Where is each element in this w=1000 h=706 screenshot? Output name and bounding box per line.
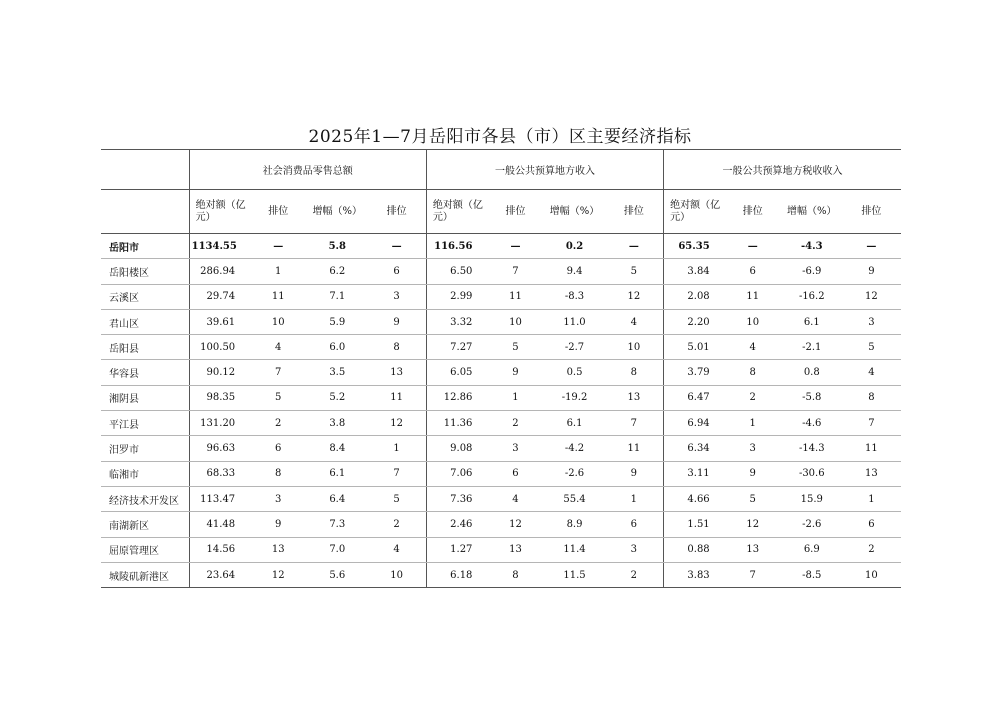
sub-header-growth: 增幅（%） xyxy=(782,190,842,234)
rank-cell: 9 xyxy=(486,360,544,385)
rank-cell: 5 xyxy=(367,486,426,511)
absolute-value-cell: 113.47 xyxy=(189,486,249,511)
rank-cell: 13 xyxy=(842,461,901,486)
region-name: 屈原管理区 xyxy=(101,537,189,562)
table-row xyxy=(101,436,901,461)
rank-cell: — xyxy=(724,234,782,259)
rank-cell: 4 xyxy=(842,360,901,385)
absolute-value-cell: 39.61 xyxy=(189,309,249,334)
rank-cell: 8 xyxy=(605,360,664,385)
growth-cell: 8.4 xyxy=(307,436,367,461)
absolute-value-cell: 3.84 xyxy=(664,259,724,284)
rank-cell: 4 xyxy=(605,309,664,334)
region-name: 经济技术开发区 xyxy=(101,486,189,511)
growth-cell: -14.3 xyxy=(782,436,842,461)
rank-cell: 2 xyxy=(724,385,782,410)
growth-cell: 7.0 xyxy=(307,537,367,562)
absolute-value-cell: 68.33 xyxy=(189,461,249,486)
rank-cell: 6 xyxy=(605,512,664,537)
growth-cell: 5.6 xyxy=(307,562,367,587)
rank-cell: 13 xyxy=(249,537,307,562)
sub-header-rank: 排位 xyxy=(605,190,664,234)
absolute-value-cell: 23.64 xyxy=(189,562,249,587)
growth-cell: -19.2 xyxy=(544,385,604,410)
growth-cell: 5.9 xyxy=(307,309,367,334)
rank-cell: 3 xyxy=(605,537,664,562)
growth-cell: 7.1 xyxy=(307,284,367,309)
absolute-value-cell: 2.46 xyxy=(426,512,486,537)
rank-cell: — xyxy=(605,234,664,259)
rank-cell: 2 xyxy=(367,512,426,537)
growth-cell: -4.3 xyxy=(782,234,842,259)
absolute-value-cell: 5.01 xyxy=(664,335,724,360)
rank-cell: 1 xyxy=(249,259,307,284)
growth-cell: -2.6 xyxy=(544,461,604,486)
absolute-value-cell: 286.94 xyxy=(189,259,249,284)
rank-cell: 3 xyxy=(486,436,544,461)
rank-cell: 6 xyxy=(367,259,426,284)
growth-cell: 3.8 xyxy=(307,411,367,436)
absolute-value-cell: 1134.55 xyxy=(189,234,249,259)
rank-cell: 2 xyxy=(486,411,544,436)
rank-cell: 6 xyxy=(486,461,544,486)
growth-cell: 6.9 xyxy=(782,537,842,562)
absolute-value-cell: 6.18 xyxy=(426,562,486,587)
rank-cell: 8 xyxy=(724,360,782,385)
absolute-value-cell: 6.34 xyxy=(664,436,724,461)
rank-cell: 7 xyxy=(367,461,426,486)
sub-header-absolute: 绝对额（亿元） xyxy=(189,190,249,234)
rank-cell: 8 xyxy=(842,385,901,410)
absolute-value-cell: 7.27 xyxy=(426,335,486,360)
table-row xyxy=(101,259,901,284)
absolute-value-cell: 131.20 xyxy=(189,411,249,436)
absolute-value-cell: 98.35 xyxy=(189,385,249,410)
rank-cell: 10 xyxy=(367,562,426,587)
absolute-value-cell: 11.36 xyxy=(426,411,486,436)
rank-cell: 7 xyxy=(486,259,544,284)
region-name: 湘阴县 xyxy=(101,385,189,410)
rank-cell: 12 xyxy=(367,411,426,436)
rank-cell: 13 xyxy=(486,537,544,562)
rank-cell: 13 xyxy=(605,385,664,410)
absolute-value-cell: 6.50 xyxy=(426,259,486,284)
absolute-value-cell: 6.05 xyxy=(426,360,486,385)
rank-cell: — xyxy=(249,234,307,259)
growth-cell: -8.5 xyxy=(782,562,842,587)
rank-cell: 5 xyxy=(605,259,664,284)
region-name: 南湖新区 xyxy=(101,512,189,537)
rank-cell: 1 xyxy=(605,486,664,511)
growth-cell: 0.2 xyxy=(544,234,604,259)
absolute-value-cell: 3.79 xyxy=(664,360,724,385)
sub-header-rank: 排位 xyxy=(486,190,544,234)
growth-cell: 6.4 xyxy=(307,486,367,511)
growth-cell: -4.2 xyxy=(544,436,604,461)
growth-cell: 6.2 xyxy=(307,259,367,284)
rank-cell: 5 xyxy=(486,335,544,360)
absolute-value-cell: 2.08 xyxy=(664,284,724,309)
absolute-value-cell: 90.12 xyxy=(189,360,249,385)
rank-cell: 3 xyxy=(724,436,782,461)
sub-header-absolute: 绝对额（亿元） xyxy=(426,190,486,234)
group-header-retail: 社会消费品零售总额 xyxy=(189,150,426,190)
region-name: 岳阳市 xyxy=(101,234,189,259)
rank-cell: 12 xyxy=(605,284,664,309)
region-name: 云溪区 xyxy=(101,284,189,309)
growth-cell: 6.1 xyxy=(782,309,842,334)
absolute-value-cell: 12.86 xyxy=(426,385,486,410)
table-row xyxy=(101,562,901,587)
rank-cell: — xyxy=(367,234,426,259)
rank-cell: 4 xyxy=(367,537,426,562)
region-name: 城陵矶新港区 xyxy=(101,562,189,587)
growth-cell: 11.5 xyxy=(544,562,604,587)
table-row xyxy=(101,537,901,562)
rank-cell: 9 xyxy=(605,461,664,486)
absolute-value-cell: 14.56 xyxy=(189,537,249,562)
rank-cell: 9 xyxy=(842,259,901,284)
rank-cell: 7 xyxy=(724,562,782,587)
absolute-value-cell: 3.32 xyxy=(426,309,486,334)
growth-cell: -4.6 xyxy=(782,411,842,436)
growth-cell: 0.5 xyxy=(544,360,604,385)
rank-cell: 4 xyxy=(249,335,307,360)
sub-header-absolute: 绝对额（亿元） xyxy=(664,190,724,234)
rank-cell: 7 xyxy=(605,411,664,436)
table-row xyxy=(101,234,901,259)
rank-cell: 12 xyxy=(724,512,782,537)
rank-cell: 13 xyxy=(367,360,426,385)
rank-cell: 1 xyxy=(486,385,544,410)
group-header-row xyxy=(101,150,901,190)
rank-cell: 7 xyxy=(842,411,901,436)
table-row xyxy=(101,385,901,410)
growth-cell: 7.3 xyxy=(307,512,367,537)
rank-cell: 3 xyxy=(842,309,901,334)
group-header-budget-revenue: 一般公共预算地方收入 xyxy=(426,150,663,190)
rank-cell: 10 xyxy=(724,309,782,334)
rank-cell: 2 xyxy=(249,411,307,436)
absolute-value-cell: 1.51 xyxy=(664,512,724,537)
rank-cell: 6 xyxy=(842,512,901,537)
sub-header-rank: 排位 xyxy=(724,190,782,234)
table-row xyxy=(101,360,901,385)
growth-cell: 11.0 xyxy=(544,309,604,334)
rank-cell: 11 xyxy=(249,284,307,309)
corner-cell xyxy=(101,150,189,190)
absolute-value-cell: 4.66 xyxy=(664,486,724,511)
absolute-value-cell: 0.88 xyxy=(664,537,724,562)
table-row xyxy=(101,309,901,334)
growth-cell: 9.4 xyxy=(544,259,604,284)
growth-cell: -2.6 xyxy=(782,512,842,537)
growth-cell: 5.2 xyxy=(307,385,367,410)
sub-header-rank: 排位 xyxy=(249,190,307,234)
sub-header-rank: 排位 xyxy=(842,190,901,234)
rank-cell: 4 xyxy=(724,335,782,360)
absolute-value-cell: 7.06 xyxy=(426,461,486,486)
rank-cell: 13 xyxy=(724,537,782,562)
rank-cell: 5 xyxy=(249,385,307,410)
rank-cell: 12 xyxy=(842,284,901,309)
region-name: 汨罗市 xyxy=(101,436,189,461)
growth-cell: -2.1 xyxy=(782,335,842,360)
rank-cell: 1 xyxy=(367,436,426,461)
growth-cell: 55.4 xyxy=(544,486,604,511)
absolute-value-cell: 116.56 xyxy=(426,234,486,259)
rank-cell: 2 xyxy=(605,562,664,587)
sub-header-row xyxy=(101,190,901,234)
rank-cell: 2 xyxy=(842,537,901,562)
rank-cell: 10 xyxy=(249,309,307,334)
absolute-value-cell: 9.08 xyxy=(426,436,486,461)
region-name: 临湘市 xyxy=(101,461,189,486)
rank-cell: 3 xyxy=(367,284,426,309)
page-title: 2025年1—7月岳阳市各县（市）区主要经济指标 xyxy=(308,127,692,147)
rank-cell: 9 xyxy=(249,512,307,537)
rank-cell: 8 xyxy=(249,461,307,486)
growth-cell: 5.8 xyxy=(307,234,367,259)
sub-header-growth: 增幅（%） xyxy=(307,190,367,234)
growth-cell: -30.6 xyxy=(782,461,842,486)
growth-cell: -2.7 xyxy=(544,335,604,360)
rank-cell: 11 xyxy=(367,385,426,410)
growth-cell: -8.3 xyxy=(544,284,604,309)
group-header-tax-revenue: 一般公共预算地方税收收入 xyxy=(664,150,901,190)
rank-cell: 8 xyxy=(486,562,544,587)
growth-cell: 6.1 xyxy=(544,411,604,436)
rank-cell: 11 xyxy=(724,284,782,309)
rank-cell: 11 xyxy=(842,436,901,461)
rank-cell: 6 xyxy=(249,436,307,461)
rank-cell: 8 xyxy=(367,335,426,360)
absolute-value-cell: 2.20 xyxy=(664,309,724,334)
growth-cell: 11.4 xyxy=(544,537,604,562)
table-row xyxy=(101,486,901,511)
rank-cell: 10 xyxy=(605,335,664,360)
rank-cell: 7 xyxy=(249,360,307,385)
growth-cell: 0.8 xyxy=(782,360,842,385)
absolute-value-cell: 1.27 xyxy=(426,537,486,562)
rank-cell: 10 xyxy=(486,309,544,334)
growth-cell: -5.8 xyxy=(782,385,842,410)
absolute-value-cell: 3.83 xyxy=(664,562,724,587)
rank-cell: 10 xyxy=(842,562,901,587)
rank-cell: 5 xyxy=(842,335,901,360)
growth-cell: 6.1 xyxy=(307,461,367,486)
region-name: 平江县 xyxy=(101,411,189,436)
rank-cell: 11 xyxy=(605,436,664,461)
region-name: 岳阳县 xyxy=(101,335,189,360)
region-name: 华容县 xyxy=(101,360,189,385)
table-row xyxy=(101,335,901,360)
rank-cell: 4 xyxy=(486,486,544,511)
rank-cell: 5 xyxy=(724,486,782,511)
rank-cell: 11 xyxy=(486,284,544,309)
rank-cell: 1 xyxy=(842,486,901,511)
indicator-table xyxy=(101,149,901,588)
rank-cell: 12 xyxy=(486,512,544,537)
rank-cell: 3 xyxy=(249,486,307,511)
corner-cell-sub xyxy=(101,190,189,234)
rank-cell: 6 xyxy=(724,259,782,284)
rank-cell: 1 xyxy=(724,411,782,436)
absolute-value-cell: 29.74 xyxy=(189,284,249,309)
absolute-value-cell: 41.48 xyxy=(189,512,249,537)
growth-cell: -6.9 xyxy=(782,259,842,284)
rank-cell: — xyxy=(486,234,544,259)
rank-cell: 9 xyxy=(367,309,426,334)
absolute-value-cell: 2.99 xyxy=(426,284,486,309)
absolute-value-cell: 100.50 xyxy=(189,335,249,360)
growth-cell: 3.5 xyxy=(307,360,367,385)
rank-cell: — xyxy=(842,234,901,259)
table-body xyxy=(101,234,901,588)
absolute-value-cell: 6.47 xyxy=(664,385,724,410)
rank-cell: 12 xyxy=(249,562,307,587)
table-row xyxy=(101,411,901,436)
table-row xyxy=(101,461,901,486)
region-name: 君山区 xyxy=(101,309,189,334)
sub-header-rank: 排位 xyxy=(367,190,426,234)
growth-cell: 8.9 xyxy=(544,512,604,537)
region-name: 岳阳楼区 xyxy=(101,259,189,284)
table-row xyxy=(101,512,901,537)
absolute-value-cell: 96.63 xyxy=(189,436,249,461)
absolute-value-cell: 6.94 xyxy=(664,411,724,436)
absolute-value-cell: 7.36 xyxy=(426,486,486,511)
absolute-value-cell: 3.11 xyxy=(664,461,724,486)
growth-cell: 6.0 xyxy=(307,335,367,360)
growth-cell: -16.2 xyxy=(782,284,842,309)
growth-cell: 15.9 xyxy=(782,486,842,511)
table-row xyxy=(101,284,901,309)
rank-cell: 9 xyxy=(724,461,782,486)
sub-header-growth: 增幅（%） xyxy=(544,190,604,234)
absolute-value-cell: 65.35 xyxy=(664,234,724,259)
